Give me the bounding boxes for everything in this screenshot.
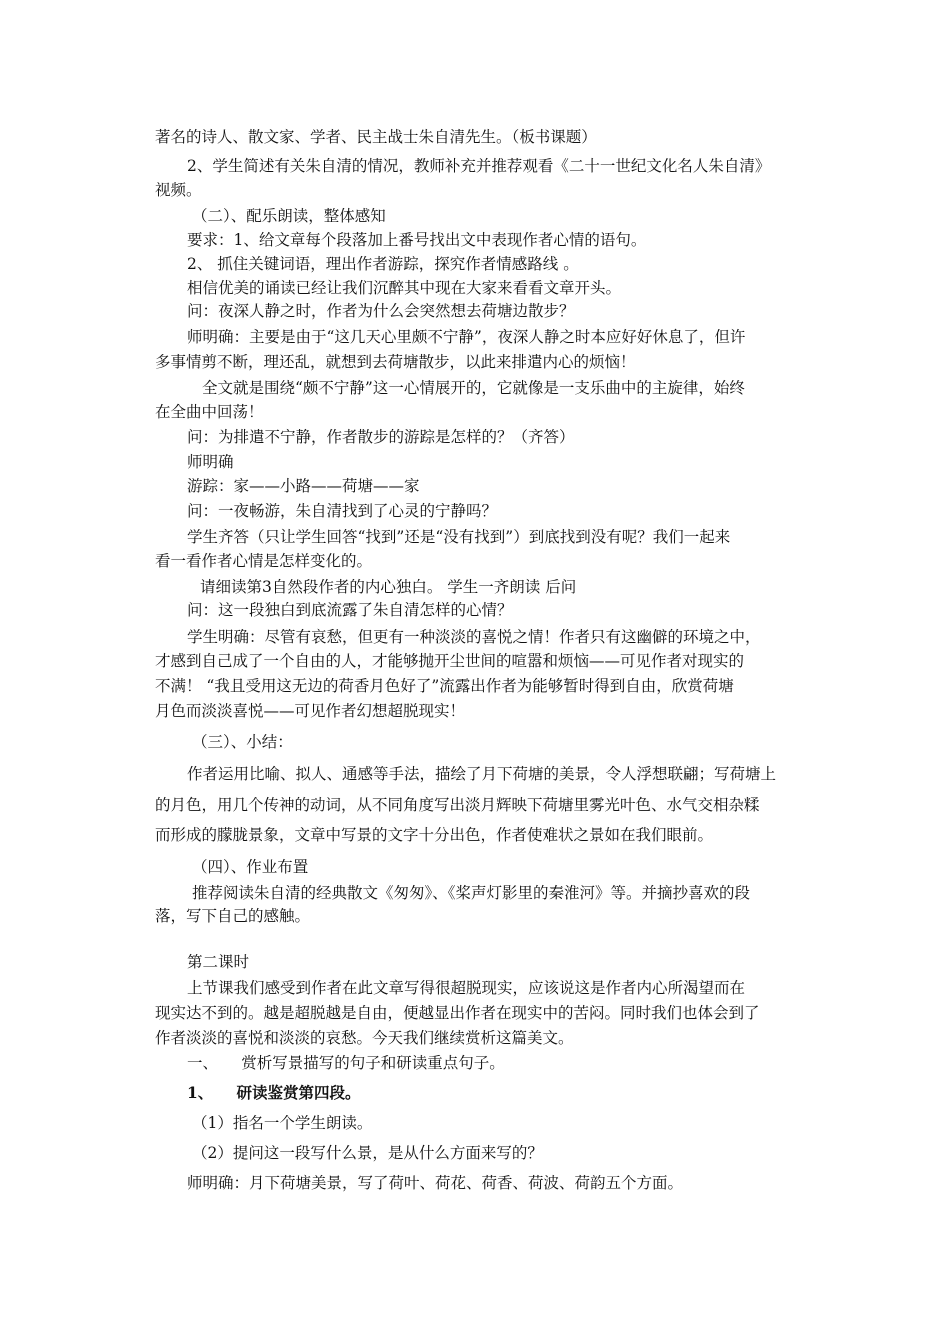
text-line: 著名的诗人、散文家、学者、民主战士朱自清先生。（板书课题） (155, 128, 597, 146)
text-line: 一、 赏析写景描写的句子和研读重点句子。 (187, 1054, 505, 1072)
text-line: 全文就是围绕“颇不宁静”这一心情展开的，它就像是一支乐曲中的主旋律，始终 (202, 379, 745, 397)
text-line: 师明确 (187, 453, 234, 471)
text-line: 请细读第3自然段作者的内心独白。 学生一齐朗读 后问 (200, 578, 577, 596)
text-line: 游踪：家——小路——荷塘——家 (187, 477, 420, 495)
text-line: 要求：1、给文章每个段落加上番号找出文中表现作者心情的语句。 (187, 231, 647, 249)
section-heading: （二）、配乐朗读，整体感知 (192, 207, 386, 225)
text-line: 月色而淡淡喜悦——可见作者幻想超脱现实！ (155, 702, 466, 720)
text-line: 2、 抓住关键词语，理出作者游踪，探究作者情感路线 。 (187, 255, 579, 273)
text-line: 看一看作者心情是怎样变化的。 (155, 552, 373, 570)
text-line: 师明确：主要是由于“这几天心里颇不宁静”，夜深人静之时本应好好休息了，但许 (187, 328, 746, 346)
text-line: 问：夜深人静之时，作者为什么会突然想去荷塘边散步？ (187, 302, 575, 320)
section-heading: （四）、作业布置 (192, 858, 309, 876)
text-line: 学生明确：尽管有哀愁，但更有一种淡淡的喜悦之情！作者只有这幽僻的环境之中， (187, 628, 761, 646)
text-line: 作者运用比喻、拟人、通感等手法，描绘了月下荷塘的美景，令人浮想联翩；写荷塘上 (187, 765, 777, 783)
section-heading: （三）、小结： (192, 733, 293, 751)
text-line: 视频。 (155, 181, 202, 199)
text-line: 落，写下自己的感触。 (155, 907, 311, 925)
text-line: 而形成的朦胧景象，文章中写景的文字十分出色，作者使难状之景如在我们眼前。 (155, 826, 714, 844)
text-line: 相信优美的诵读已经让我们沉醉其中现在大家来看看文章开头。 (187, 279, 622, 297)
text-line: 2、学生简述有关朱自清的情况，教师补充并推荐观看《二十一世纪文化名人朱自清》 (187, 157, 771, 175)
text-line: 不满！ “我且受用这无边的荷香月色好了”流露出作者为能够暂时得到自由，欣赏荷塘 (155, 677, 734, 695)
section-heading: 第二课时 (187, 953, 250, 971)
subsection-heading: 1、 研读鉴赏第四段。 (187, 1083, 361, 1102)
text-line: 问：一夜畅游，朱自清找到了心灵的宁静吗？ (187, 502, 498, 520)
text-line: 问：这一段独白到底流露了朱自清怎样的心情？ (187, 601, 513, 619)
text-line: 推荐阅读朱自清的经典散文《匆匆》、《桨声灯影里的秦淮河》等。并摘抄喜欢的段 (192, 884, 751, 902)
text-line: 作者淡淡的喜悦和淡淡的哀愁。今天我们继续赏析这篇美文。 (155, 1029, 574, 1047)
text-line: 学生齐答（只让学生回答“找到”还是“没有找到”）到底找到没有呢？我们一起来 (187, 528, 731, 546)
text-line: 问：为排遣不宁静，作者散步的游踪是怎样的？（齐答） (187, 428, 575, 446)
text-line: （2）提问这一段写什么景，是从什么方面来写的？ (192, 1144, 543, 1162)
text-line: （1）指名一个学生朗读。 (192, 1114, 373, 1132)
text-line: 师明确：月下荷塘美景，写了荷叶、荷花、荷香、荷波、荷韵五个方面。 (187, 1174, 684, 1192)
text-line: 在全曲中回荡！ (155, 403, 264, 421)
text-line: 多事情剪不断，理还乱，就想到去荷塘散步，以此来排遣内心的烦恼！ (155, 353, 636, 371)
text-line: 的月色，用几个传神的动词，从不同角度写出淡月辉映下荷塘里雾光叶色、水气交相杂糅 (155, 796, 760, 814)
text-line: 才感到自己成了一个自由的人，才能够抛开尘世间的喧嚣和烦恼——可见作者对现实的 (155, 652, 745, 670)
text-line: 上节课我们感受到作者在此文章写得很超脱现实，应该说这是作者内心所渴望而在 (187, 979, 746, 997)
text-line: 现实达不到的。越是超脱越是自由，便越显出作者在现实中的苦闷。同时我们也体会到了 (155, 1004, 760, 1022)
